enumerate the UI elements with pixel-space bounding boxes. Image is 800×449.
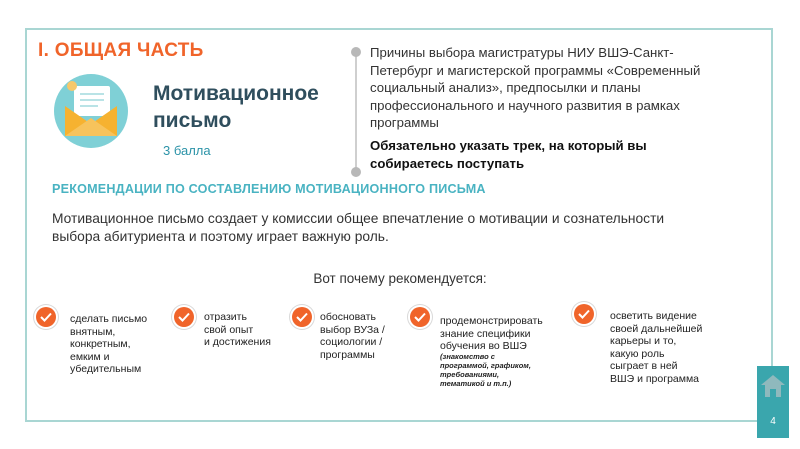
intro-line: Мотивационное письмо создает у комиссии общее впечатление о мотивации и сознательности (52, 211, 665, 226)
intro-line: выбора абитуриента и поэтому играет важную роль. (52, 229, 389, 244)
check-icon (174, 307, 194, 327)
card-title (153, 80, 353, 134)
recommendation-item: продемонстрировать знание специфики обучения во ВШЭ (440, 315, 543, 352)
home-button[interactable] (757, 366, 789, 438)
reasons-line: Причины выбора магистратуры НИУ ВШЭ-Санкт- (370, 45, 674, 60)
recommendation-item: обосновать выбор ВУЗа / социологии / программы (320, 311, 385, 361)
track-note-line: Обязательно указать трек, на который вы (370, 138, 647, 153)
page-number: 4 (770, 416, 776, 427)
card-title-line2: письмо (153, 109, 232, 132)
points-label: 3 балла (163, 143, 211, 158)
check-icon (292, 307, 312, 327)
recommendation-note: (знакомство с программой, графиком, требованиями, тематикой и т.п.) (440, 352, 531, 388)
timeline-divider (355, 50, 357, 172)
recommendation-item: сделать письмо внятным, конкретным, емким и убедительным (70, 313, 148, 375)
check-icon (36, 307, 56, 327)
card-title-line1: Мотивационное (153, 82, 319, 105)
recommendations-title: РЕКОМЕНДАЦИИ ПО СОСТАВЛЕНИЮ МОТИВАЦИОННОГО ПИСЬМА (52, 182, 486, 196)
reasons-line: программы (370, 115, 439, 130)
timeline-dot-bottom (351, 167, 361, 177)
home-icon (757, 366, 789, 406)
intro-text (52, 210, 742, 246)
track-note (370, 137, 740, 172)
reasons-line: социальный анализ», предпосылки и планы (370, 80, 641, 95)
check-icon (410, 307, 430, 327)
section-title: I. ОБЩАЯ ЧАСТЬ (38, 40, 204, 61)
why-heading: Вот почему рекомендуется: (313, 271, 487, 286)
recommendation-item: отразить свой опыт и достижения (204, 311, 271, 348)
recommendation-item: осветить видение своей дальнейшей карьеры и то, какую роль сыграет в ней ВШЭ и программа (610, 310, 703, 385)
track-note-line: собираетесь поступать (370, 155, 525, 171)
envelope-icon (52, 72, 130, 150)
reasons-text (370, 44, 740, 132)
reasons-line: Петербург и магистерской программы «Современный (370, 62, 701, 78)
check-icon (574, 304, 594, 324)
timeline-dot-top (351, 47, 361, 57)
reasons-line: профессионального и научного развития в рамках (370, 97, 680, 113)
